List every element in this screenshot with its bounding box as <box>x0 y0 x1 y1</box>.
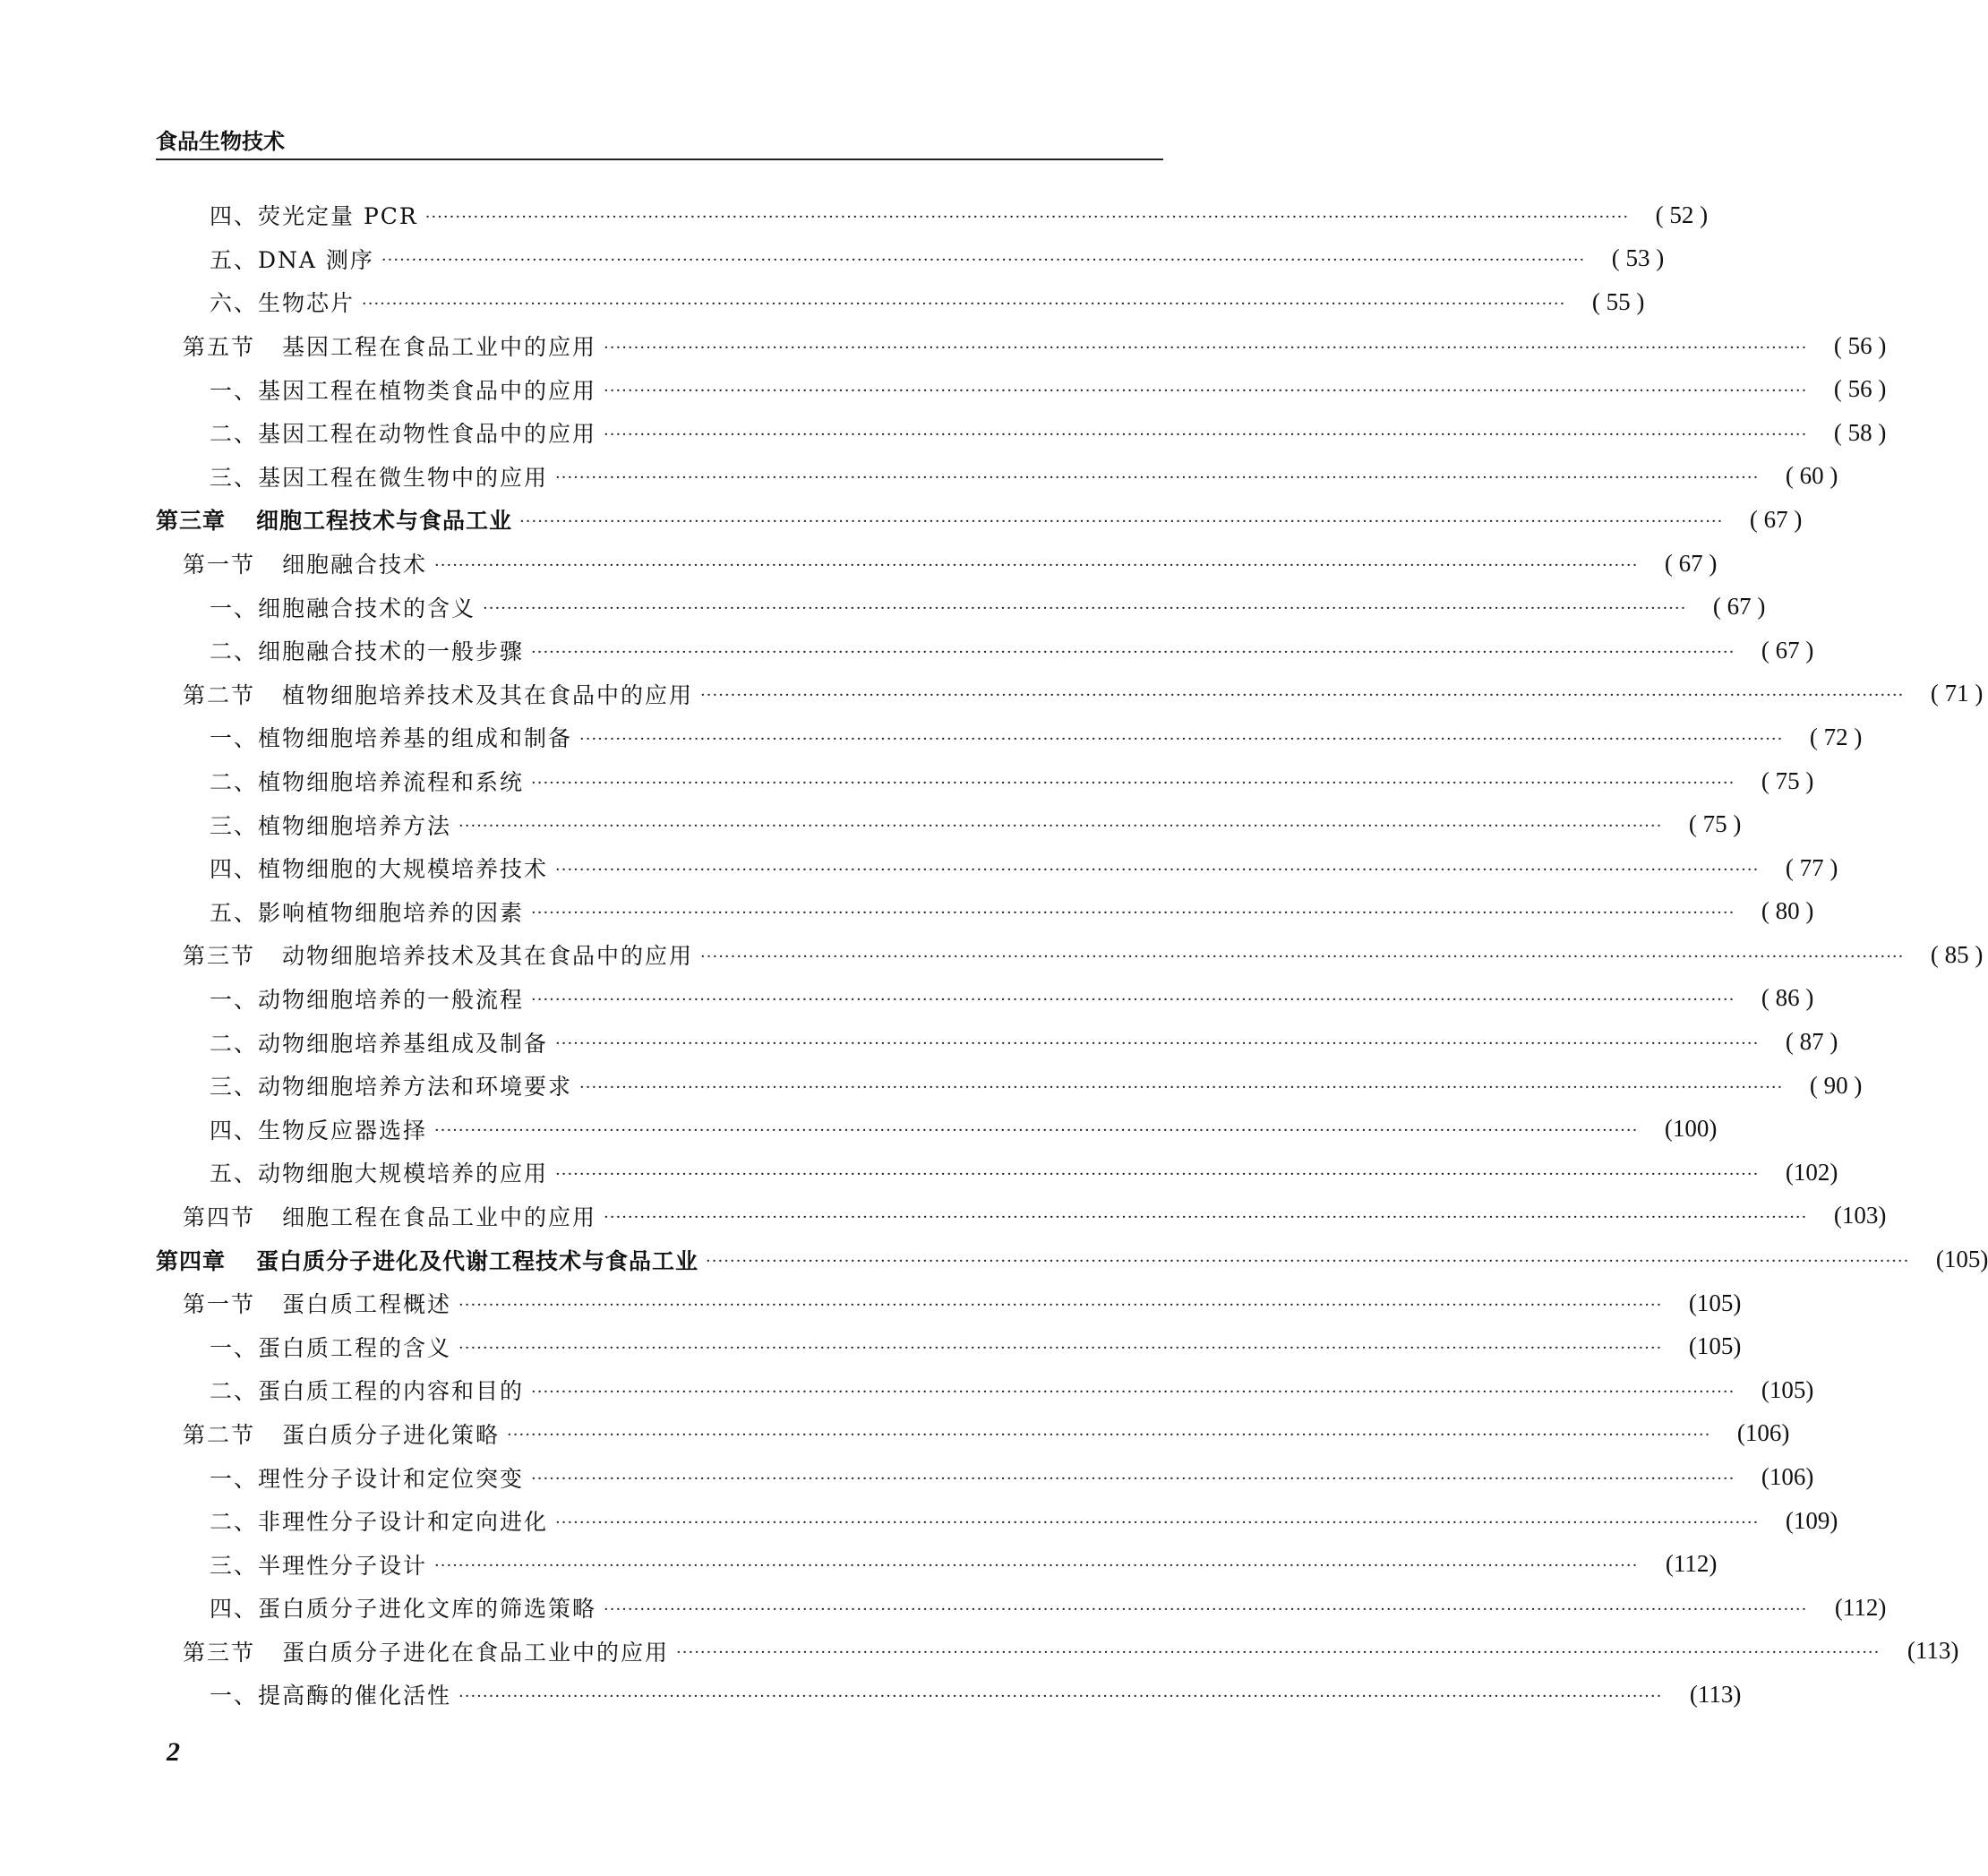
toc-page-number: (105) <box>1688 1332 1742 1360</box>
toc-section <box>156 1195 1887 1238</box>
toc-label: 二、非理性分子设计和定向进化 <box>210 1509 549 1536</box>
table-of-contents <box>156 193 1988 1717</box>
toc-subsection <box>156 1151 1838 1195</box>
toc-subsection <box>156 1499 1838 1543</box>
toc-subsection <box>156 1064 1863 1108</box>
toc-page-number: (102) <box>1785 1158 1838 1186</box>
dot-leader: ········································································································································································································ <box>458 1686 1663 1706</box>
toc-subsection <box>156 1368 1814 1412</box>
toc-subsection <box>156 846 1838 890</box>
toc-page-number: (112) <box>1834 1593 1887 1621</box>
toc-label: 三、半理性分子设计 <box>210 1552 428 1579</box>
toc-subsection <box>156 759 1814 803</box>
dot-leader: ········································································································································································································ <box>507 1426 1711 1445</box>
toc-subsection <box>156 193 1709 237</box>
toc-label: 五、影响植物细胞培养的因素 <box>210 899 525 926</box>
toc-chapter <box>156 1238 1988 1281</box>
toc-subsection <box>156 585 1766 629</box>
toc-label <box>183 678 693 710</box>
toc-subsection <box>156 890 1814 934</box>
toc-number: 第三节 <box>183 943 256 970</box>
dot-leader: ········································································································································································································ <box>579 729 1784 749</box>
dot-leader: ········································································································································································································ <box>424 207 1630 227</box>
toc-page-number: ( 58 ) <box>1833 418 1887 446</box>
toc-page-number: (106) <box>1761 1463 1814 1491</box>
toc-label: 一、理性分子设计和定位突变 <box>210 1465 525 1492</box>
toc-page-number: (112) <box>1665 1550 1718 1578</box>
toc-subsection <box>156 237 1665 281</box>
toc-page-number: (106) <box>1736 1419 1790 1447</box>
toc-page-number: ( 71 ) <box>1930 680 1984 707</box>
toc-label: 一、动物细胞培养的一般流程 <box>210 986 525 1013</box>
dot-leader: ········································································································································································································ <box>483 599 1687 619</box>
toc-label: 五、DNA 测序 <box>210 246 374 273</box>
toc-number: 第四章 <box>156 1247 227 1274</box>
dot-leader: ········································································································································································································ <box>555 860 1760 879</box>
toc-title: 蛋白质分子进化策略 <box>282 1421 501 1448</box>
toc-title: 细胞工程技术与食品工业 <box>256 508 513 535</box>
toc-label: 一、提高酶的催化活性 <box>210 1683 452 1709</box>
dot-leader: ········································································································································································································ <box>604 1599 1808 1619</box>
toc-page-number: (103) <box>1833 1202 1887 1229</box>
toc-number: 第二节 <box>183 681 256 708</box>
toc-page-number: ( 52 ) <box>1655 201 1709 228</box>
toc-section <box>156 672 1984 716</box>
toc-number: 第五节 <box>183 334 256 361</box>
toc-page-number: ( 75 ) <box>1688 810 1742 838</box>
dot-leader: ········································································································································································································ <box>604 338 1808 357</box>
toc-chapter <box>156 498 1803 542</box>
toc-page-number: (109) <box>1785 1506 1838 1534</box>
toc-page-number: ( 72 ) <box>1809 723 1863 750</box>
toc-label: 三、动物细胞培养方法和环境要求 <box>210 1074 573 1101</box>
dot-leader: ········································································································································································································ <box>604 1208 1808 1228</box>
toc-label: 六、生物芯片 <box>210 290 356 317</box>
toc-label: 一、细胞融合技术的含义 <box>210 595 476 621</box>
dot-leader: ········································································································································································································ <box>555 1034 1760 1054</box>
toc-page-number: ( 86 ) <box>1761 984 1814 1012</box>
toc-page-number: ( 67 ) <box>1712 593 1766 621</box>
toc-page-number: ( 67 ) <box>1761 636 1814 664</box>
toc-label: 二、基因工程在动物性食品中的应用 <box>210 421 597 448</box>
toc-subsection <box>156 977 1814 1021</box>
toc-label: 四、荧光定量 PCR <box>210 203 418 230</box>
toc-subsection <box>156 629 1814 672</box>
toc-subsection <box>156 802 1742 846</box>
toc-page-number: ( 67 ) <box>1664 549 1718 577</box>
toc-label: 四、蛋白质分子进化文库的筛选策略 <box>210 1596 597 1623</box>
toc-page-number: ( 75 ) <box>1761 767 1814 794</box>
toc-page-number: ( 56 ) <box>1833 331 1887 359</box>
toc-title: 蛋白质分子进化及代谢工程技术与食品工业 <box>256 1247 699 1274</box>
toc-page-number: (105) <box>1935 1246 1988 1273</box>
toc-section <box>156 324 1887 368</box>
toc-page-number: (100) <box>1664 1115 1718 1143</box>
toc-label <box>183 1418 500 1450</box>
toc-subsection <box>156 1020 1838 1064</box>
dot-leader: ········································································································································································································ <box>458 817 1663 836</box>
dot-leader: ········································································································································································································ <box>458 1339 1663 1358</box>
dot-leader: ········································································································································································································ <box>555 468 1760 488</box>
toc-label <box>183 1635 669 1667</box>
dot-leader: ········································································································································································································ <box>531 1382 1735 1401</box>
dot-leader: ········································································································································································································ <box>676 1643 1881 1663</box>
toc-title: 蛋白质分子进化在食品工业中的应用 <box>282 1639 670 1666</box>
toc-subsection <box>156 1107 1718 1151</box>
toc-subsection <box>156 455 1838 499</box>
toc-subsection <box>156 280 1645 324</box>
toc-title: 植物细胞培养技术及其在食品中的应用 <box>282 681 694 708</box>
dot-leader: ········································································································································································································ <box>531 990 1735 1010</box>
toc-label: 五、动物细胞大规模培养的应用 <box>210 1161 549 1187</box>
dot-leader: ········································································································································································································ <box>555 1512 1760 1532</box>
dot-leader: ········································································································································································································ <box>531 642 1735 662</box>
page-number: 2 <box>167 1737 180 1767</box>
dot-leader: ········································································································································································································ <box>519 511 1724 531</box>
header-rule <box>156 158 1163 160</box>
dot-leader: ········································································································································································································ <box>531 1469 1735 1489</box>
dot-leader: ········································································································································································································ <box>604 424 1808 444</box>
toc-label <box>183 1200 596 1232</box>
toc-page-number: ( 77 ) <box>1785 853 1838 881</box>
dot-leader: ········································································································································································································ <box>434 1121 1639 1141</box>
dot-leader: ········································································································································································································ <box>362 294 1566 313</box>
toc-section <box>156 542 1718 586</box>
toc-page-number: ( 67 ) <box>1749 505 1803 533</box>
toc-page-number: ( 56 ) <box>1833 375 1887 403</box>
toc-label <box>156 503 512 535</box>
toc-number: 第四节 <box>183 1204 256 1230</box>
toc-label <box>156 1244 698 1276</box>
dot-leader: ········································································································································································································ <box>458 1295 1663 1315</box>
dot-leader: ········································································································································································································ <box>531 904 1735 923</box>
toc-page-number: (113) <box>1907 1637 1959 1665</box>
toc-label <box>183 938 693 971</box>
toc-label: 四、生物反应器选择 <box>210 1117 428 1144</box>
toc-subsection <box>156 1673 1742 1717</box>
toc-subsection <box>156 1542 1718 1586</box>
toc-title: 细胞工程在食品工业中的应用 <box>282 1204 597 1230</box>
dot-leader: ········································································································································································································ <box>434 1556 1639 1576</box>
dot-leader: ········································································································································································································ <box>706 1252 1910 1272</box>
toc-label <box>183 330 596 362</box>
toc-subsection <box>156 411 1887 455</box>
toc-page-number: ( 55 ) <box>1591 287 1645 315</box>
toc-label: 一、基因工程在植物类食品中的应用 <box>210 377 597 404</box>
dot-leader: ········································································································································································································ <box>700 947 1905 966</box>
toc-number: 第一节 <box>183 552 256 578</box>
toc-subsection <box>156 1586 1887 1630</box>
dot-leader: ········································································································································································································ <box>434 555 1639 575</box>
toc-page-number: ( 85 ) <box>1930 940 1984 968</box>
toc-label: 二、细胞融合技术的一般步骤 <box>210 638 525 665</box>
toc-page-number: (105) <box>1688 1289 1742 1316</box>
toc-page-number: ( 80 ) <box>1761 897 1814 925</box>
toc-subsection <box>156 1455 1814 1499</box>
toc-section <box>156 1630 1959 1674</box>
toc-label: 四、植物细胞的大规模培养技术 <box>210 856 549 883</box>
toc-title: 细胞融合技术 <box>282 552 428 578</box>
toc-label: 二、动物细胞培养基组成及制备 <box>210 1030 549 1057</box>
toc-number: 第一节 <box>183 1291 256 1318</box>
toc-section <box>156 1412 1790 1456</box>
toc-page-number: ( 87 ) <box>1785 1028 1838 1056</box>
toc-page-number: ( 53 ) <box>1611 244 1665 272</box>
toc-subsection <box>156 367 1887 411</box>
toc-section <box>156 933 1984 977</box>
toc-number: 第二节 <box>183 1421 256 1448</box>
dot-leader: ········································································································································································································ <box>700 686 1905 706</box>
toc-label <box>183 1287 451 1319</box>
toc-title: 基因工程在食品工业中的应用 <box>282 334 597 361</box>
running-header-title: 食品生物技术 <box>156 129 285 154</box>
toc-subsection <box>156 715 1863 759</box>
toc-number: 第三节 <box>183 1639 256 1666</box>
toc-title: 动物细胞培养技术及其在食品中的应用 <box>282 943 694 970</box>
toc-page-number: (105) <box>1761 1375 1814 1403</box>
toc-label: 一、蛋白质工程的含义 <box>210 1334 452 1361</box>
toc-label <box>183 547 427 579</box>
dot-leader: ········································································································································································································ <box>381 251 1586 270</box>
toc-label: 三、植物细胞培养方法 <box>210 812 452 839</box>
toc-label: 三、基因工程在微生物中的应用 <box>210 464 549 491</box>
toc-title: 蛋白质工程概述 <box>282 1291 452 1318</box>
toc-page-number: ( 60 ) <box>1785 462 1838 490</box>
dot-leader: ········································································································································································································ <box>579 1077 1784 1097</box>
dot-leader: ········································································································································································································ <box>531 773 1735 792</box>
toc-page-number: ( 90 ) <box>1809 1071 1863 1099</box>
toc-label: 一、植物细胞培养基的组成和制备 <box>210 725 573 752</box>
dot-leader: ········································································································································································································ <box>604 381 1808 401</box>
toc-page-number: (113) <box>1689 1680 1742 1708</box>
toc-label: 二、蛋白质工程的内容和目的 <box>210 1378 525 1405</box>
dot-leader: ········································································································································································································ <box>555 1164 1760 1184</box>
toc-section <box>156 1281 1742 1325</box>
toc-subsection <box>156 1324 1742 1368</box>
toc-label: 二、植物细胞培养流程和系统 <box>210 769 525 796</box>
toc-number: 第三章 <box>156 508 227 535</box>
